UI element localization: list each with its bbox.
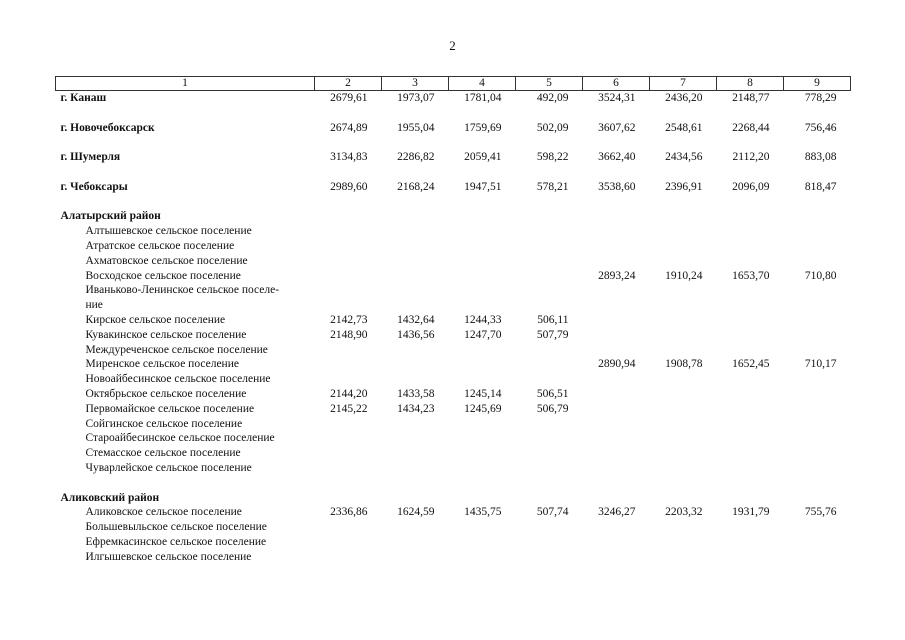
column-header-1: 1: [56, 77, 315, 91]
value-cell: 1435,75: [464, 506, 502, 519]
value-cell: [583, 461, 650, 476]
table-row: [56, 180, 851, 195]
value-cell: 2203,32: [665, 506, 703, 519]
value-cell: [315, 491, 382, 506]
value-cell: [516, 269, 583, 284]
value-cell: [784, 535, 851, 550]
value-cell: 598,22: [536, 151, 569, 164]
column-header-7: 7: [650, 77, 717, 91]
value-cell: [315, 224, 382, 239]
value-cell: [449, 372, 516, 387]
value-cell: [717, 535, 784, 550]
value-cell: 507,79: [536, 328, 569, 341]
table-header: [56, 77, 851, 91]
value-cell: [583, 417, 650, 432]
value-cell: [449, 269, 516, 284]
value-cell: 1434,23: [397, 402, 435, 415]
value-cell: [784, 461, 851, 476]
value-cell: [717, 387, 784, 402]
value-cell: 1947,51: [464, 180, 502, 193]
value-cell: [583, 431, 650, 446]
value-cell: [583, 520, 650, 535]
value-cell: 778,29: [804, 92, 837, 104]
value-cell: [717, 461, 784, 476]
value-cell: 506,51: [536, 387, 569, 400]
value-cell: 578,21: [536, 180, 569, 193]
value-cell: [382, 283, 449, 298]
value-cell: 3662,40: [598, 151, 636, 164]
value-cell: 1759,69: [464, 121, 502, 134]
settlement-name: ние: [85, 299, 103, 312]
table-row: [56, 417, 851, 432]
value-cell: [583, 372, 650, 387]
settlement-name: Новоайбесинское сельское поселение: [85, 373, 271, 386]
value-cell: [650, 550, 717, 565]
value-cell: 2989,60: [330, 180, 368, 193]
value-cell: [315, 535, 382, 550]
value-cell: [650, 313, 717, 328]
value-cell: [650, 239, 717, 254]
value-cell: [717, 417, 784, 432]
value-cell: [449, 446, 516, 461]
table-row: [56, 550, 851, 565]
value-cell: 2893,24: [598, 269, 636, 282]
value-cell: [717, 224, 784, 239]
value-cell: [650, 298, 717, 313]
value-cell: [784, 328, 851, 343]
table-row: [56, 372, 851, 387]
table-row: [56, 121, 851, 136]
value-cell: 755,76: [804, 506, 837, 519]
value-cell: 2112,20: [732, 151, 770, 164]
value-cell: [717, 372, 784, 387]
value-cell: 1910,24: [665, 269, 703, 282]
settlement-name: Междуреченское сельское поселение: [85, 343, 268, 356]
value-cell: [784, 520, 851, 535]
value-cell: [717, 313, 784, 328]
table-row: [56, 298, 851, 313]
value-cell: 2679,61: [330, 92, 368, 104]
page-number: 2: [449, 38, 456, 53]
value-cell: [382, 431, 449, 446]
value-cell: 2268,44: [732, 121, 770, 134]
value-cell: [784, 298, 851, 313]
spacer-row: [56, 165, 851, 180]
value-cell: [650, 343, 717, 358]
tariff-table: [55, 76, 851, 565]
spacer-row: [56, 195, 851, 210]
value-cell: 1244,33: [464, 313, 502, 326]
value-cell: [382, 461, 449, 476]
value-cell: [449, 209, 516, 224]
value-cell: 3246,27: [598, 506, 636, 519]
value-cell: [382, 372, 449, 387]
table-row: [56, 224, 851, 239]
value-cell: [516, 209, 583, 224]
value-cell: [650, 417, 717, 432]
value-cell: 710,80: [804, 269, 837, 282]
value-cell: [583, 446, 650, 461]
table-row: [56, 387, 851, 402]
value-cell: [784, 417, 851, 432]
column-header-9: 9: [784, 77, 851, 91]
settlement-name: Аликовское сельское поселение: [85, 506, 242, 519]
spacer-row: [56, 135, 851, 150]
value-cell: [382, 417, 449, 432]
settlement-name: Староайбесинское сельское поселение: [85, 432, 275, 445]
value-cell: [315, 550, 382, 565]
value-cell: [315, 239, 382, 254]
value-cell: 2096,09: [732, 180, 770, 193]
value-cell: [449, 550, 516, 565]
settlement-name: Стемасское сельское поселение: [85, 447, 241, 460]
value-cell: [784, 446, 851, 461]
value-cell: 1245,69: [464, 402, 502, 415]
value-cell: [717, 298, 784, 313]
value-cell: [717, 550, 784, 565]
value-cell: [583, 298, 650, 313]
value-cell: [650, 491, 717, 506]
value-cell: [784, 283, 851, 298]
value-cell: 1245,14: [464, 387, 502, 400]
value-cell: 1973,07: [397, 92, 435, 104]
settlement-name: Атратское сельское поселение: [85, 239, 235, 252]
value-cell: 710,17: [804, 358, 837, 371]
value-cell: [516, 491, 583, 506]
value-cell: [516, 520, 583, 535]
value-cell: 507,74: [536, 506, 569, 519]
value-cell: [516, 535, 583, 550]
value-cell: [717, 343, 784, 358]
value-cell: [382, 254, 449, 269]
value-cell: [516, 254, 583, 269]
value-cell: 3607,62: [598, 121, 636, 134]
value-cell: [516, 343, 583, 358]
settlement-name: Чуварлейское сельское поселение: [85, 461, 252, 474]
settlement-name: Иваньково-Ленинское сельское поселе-: [85, 284, 280, 297]
value-cell: 2148,90: [330, 328, 368, 341]
value-cell: [717, 446, 784, 461]
value-cell: [650, 535, 717, 550]
value-cell: 2286,82: [397, 151, 435, 164]
value-cell: [315, 431, 382, 446]
value-cell: [516, 357, 583, 372]
value-cell: [784, 224, 851, 239]
value-cell: [449, 254, 516, 269]
value-cell: [784, 550, 851, 565]
value-cell: 1931,79: [732, 506, 770, 519]
table-row: [56, 209, 851, 224]
value-cell: [583, 535, 650, 550]
value-cell: [717, 328, 784, 343]
value-cell: 3134,83: [330, 151, 368, 164]
settlement-name: Восходское сельское поселение: [85, 269, 241, 282]
header-row: [56, 77, 851, 91]
value-cell: [516, 446, 583, 461]
value-cell: [516, 431, 583, 446]
value-cell: [382, 550, 449, 565]
value-cell: [449, 357, 516, 372]
value-cell: 1652,45: [732, 358, 770, 371]
value-cell: [382, 357, 449, 372]
value-cell: [315, 343, 382, 358]
column-header-8: 8: [717, 77, 784, 91]
value-cell: 3538,60: [598, 180, 636, 193]
settlement-name: Миренское сельское поселение: [85, 358, 239, 371]
value-cell: [583, 224, 650, 239]
table-row: [56, 239, 851, 254]
value-cell: [516, 372, 583, 387]
value-cell: [449, 224, 516, 239]
value-cell: [650, 446, 717, 461]
settlement-name: Ахматовское сельское поселение: [85, 254, 248, 267]
value-cell: [382, 269, 449, 284]
value-cell: [315, 461, 382, 476]
table-row: [56, 150, 851, 165]
table-row: [56, 269, 851, 284]
value-cell: 756,46: [804, 121, 837, 134]
value-cell: [382, 491, 449, 506]
value-cell: 2145,22: [330, 402, 368, 415]
value-cell: [449, 283, 516, 298]
value-cell: [382, 535, 449, 550]
value-cell: [583, 402, 650, 417]
value-cell: [449, 491, 516, 506]
value-cell: [449, 535, 516, 550]
value-cell: [382, 209, 449, 224]
settlement-name: Сойгинское сельское поселение: [85, 417, 243, 430]
value-cell: 506,11: [537, 313, 569, 326]
value-cell: [382, 343, 449, 358]
value-cell: [784, 491, 851, 506]
table-row: [56, 431, 851, 446]
table-row: [56, 313, 851, 328]
value-cell: [583, 343, 650, 358]
value-cell: [315, 357, 382, 372]
value-cell: [784, 254, 851, 269]
value-cell: [449, 520, 516, 535]
value-cell: 883,08: [804, 151, 837, 164]
value-cell: 2548,61: [665, 121, 703, 134]
table-row: [56, 254, 851, 269]
value-cell: [650, 224, 717, 239]
value-cell: [315, 446, 382, 461]
value-cell: [449, 239, 516, 254]
value-cell: [583, 328, 650, 343]
value-cell: 1436,56: [397, 328, 435, 341]
value-cell: [315, 372, 382, 387]
value-cell: 1653,70: [732, 269, 770, 282]
column-header-3: 3: [382, 77, 449, 91]
spacer-row: [56, 476, 851, 491]
value-cell: 1955,04: [397, 121, 435, 134]
district-name: Аликовский район: [60, 491, 160, 504]
column-header-2: 2: [315, 77, 382, 91]
table-row: [56, 535, 851, 550]
value-cell: [315, 417, 382, 432]
value-cell: [650, 372, 717, 387]
value-cell: [315, 520, 382, 535]
value-cell: 2168,24: [397, 180, 435, 193]
value-cell: [650, 520, 717, 535]
value-cell: [583, 254, 650, 269]
value-cell: [650, 254, 717, 269]
column-header-6: 6: [583, 77, 650, 91]
value-cell: [717, 283, 784, 298]
value-cell: [315, 298, 382, 313]
table-row: [56, 461, 851, 476]
value-cell: [382, 224, 449, 239]
value-cell: 2144,20: [330, 387, 368, 400]
value-cell: 2674,89: [330, 121, 368, 134]
table-row: [56, 328, 851, 343]
value-cell: [449, 298, 516, 313]
district-name: г. Новочебоксарск: [60, 121, 155, 134]
column-header-4: 4: [449, 77, 516, 91]
value-cell: 506,79: [536, 402, 569, 415]
settlement-name: Октябрьское сельское поселение: [85, 387, 247, 400]
value-cell: 2148,77: [732, 92, 770, 104]
value-cell: 2142,73: [330, 313, 368, 326]
settlement-name: Ефремкасинское сельское поселение: [85, 535, 267, 548]
value-cell: [784, 402, 851, 417]
value-cell: [516, 283, 583, 298]
value-cell: 2890,94: [598, 358, 636, 371]
value-cell: [784, 431, 851, 446]
settlement-name: Первомайское сельское поселение: [85, 402, 255, 415]
settlement-name: Алтышевское сельское поселение: [85, 225, 252, 238]
settlement-name: Большевыльское сельское поселение: [85, 521, 267, 534]
value-cell: 2059,41: [464, 151, 502, 164]
value-cell: [315, 254, 382, 269]
value-cell: [516, 298, 583, 313]
value-cell: [583, 491, 650, 506]
value-cell: [382, 446, 449, 461]
settlement-name: Кирское сельское поселение: [85, 313, 226, 326]
value-cell: [449, 461, 516, 476]
value-cell: [784, 239, 851, 254]
table-row: [56, 283, 851, 298]
value-cell: [650, 328, 717, 343]
value-cell: [784, 372, 851, 387]
table-row: [56, 491, 851, 506]
value-cell: [315, 283, 382, 298]
value-cell: 1433,58: [397, 387, 435, 400]
value-cell: [717, 209, 784, 224]
value-cell: 492,09: [536, 92, 569, 104]
value-cell: [784, 387, 851, 402]
table-row: [56, 446, 851, 461]
table-body: [56, 91, 851, 565]
settlement-name: Кувакинское сельское поселение: [85, 328, 247, 341]
value-cell: [583, 313, 650, 328]
value-cell: [583, 550, 650, 565]
value-cell: [717, 239, 784, 254]
table-row: [56, 343, 851, 358]
district-name: г. Чебоксары: [60, 180, 128, 193]
value-cell: [650, 209, 717, 224]
value-cell: 3524,31: [598, 92, 636, 104]
value-cell: [382, 239, 449, 254]
value-cell: [717, 491, 784, 506]
value-cell: [516, 239, 583, 254]
value-cell: 2396,91: [665, 180, 703, 193]
district-name: г. Шумерля: [60, 151, 121, 164]
value-cell: 2436,20: [665, 92, 703, 104]
value-cell: [449, 343, 516, 358]
value-cell: [717, 402, 784, 417]
value-cell: [784, 313, 851, 328]
value-cell: [717, 254, 784, 269]
value-cell: [583, 387, 650, 402]
spacer-row: [56, 106, 851, 121]
value-cell: [650, 402, 717, 417]
value-cell: [717, 520, 784, 535]
value-cell: 1624,59: [397, 506, 435, 519]
value-cell: [650, 431, 717, 446]
settlement-name: Илгышевское сельское поселение: [85, 550, 252, 563]
value-cell: [449, 431, 516, 446]
table-row: [56, 520, 851, 535]
column-header-5: 5: [516, 77, 583, 91]
value-cell: 1247,70: [464, 328, 502, 341]
value-cell: [382, 520, 449, 535]
value-cell: 2336,86: [330, 506, 368, 519]
table-row: [56, 402, 851, 417]
value-cell: [784, 209, 851, 224]
value-cell: [315, 269, 382, 284]
value-cell: [650, 387, 717, 402]
value-cell: [784, 343, 851, 358]
value-cell: [516, 417, 583, 432]
value-cell: [516, 461, 583, 476]
value-cell: [449, 417, 516, 432]
value-cell: [650, 461, 717, 476]
value-cell: [516, 550, 583, 565]
district-name: г. Канаш: [60, 92, 107, 104]
table-row: [56, 505, 851, 520]
district-name: Алатырский район: [60, 210, 161, 223]
table-row: [56, 357, 851, 372]
value-cell: 1781,04: [464, 92, 502, 104]
value-cell: [583, 209, 650, 224]
table-row: [56, 91, 851, 106]
value-cell: [583, 239, 650, 254]
value-cell: [583, 283, 650, 298]
value-cell: [650, 283, 717, 298]
value-cell: [516, 224, 583, 239]
value-cell: [315, 209, 382, 224]
value-cell: [382, 298, 449, 313]
value-cell: 2434,56: [665, 151, 703, 164]
value-cell: [717, 431, 784, 446]
value-cell: 1432,64: [397, 313, 435, 326]
value-cell: 818,47: [804, 180, 837, 193]
value-cell: 502,09: [536, 121, 569, 134]
value-cell: 1908,78: [665, 358, 703, 371]
